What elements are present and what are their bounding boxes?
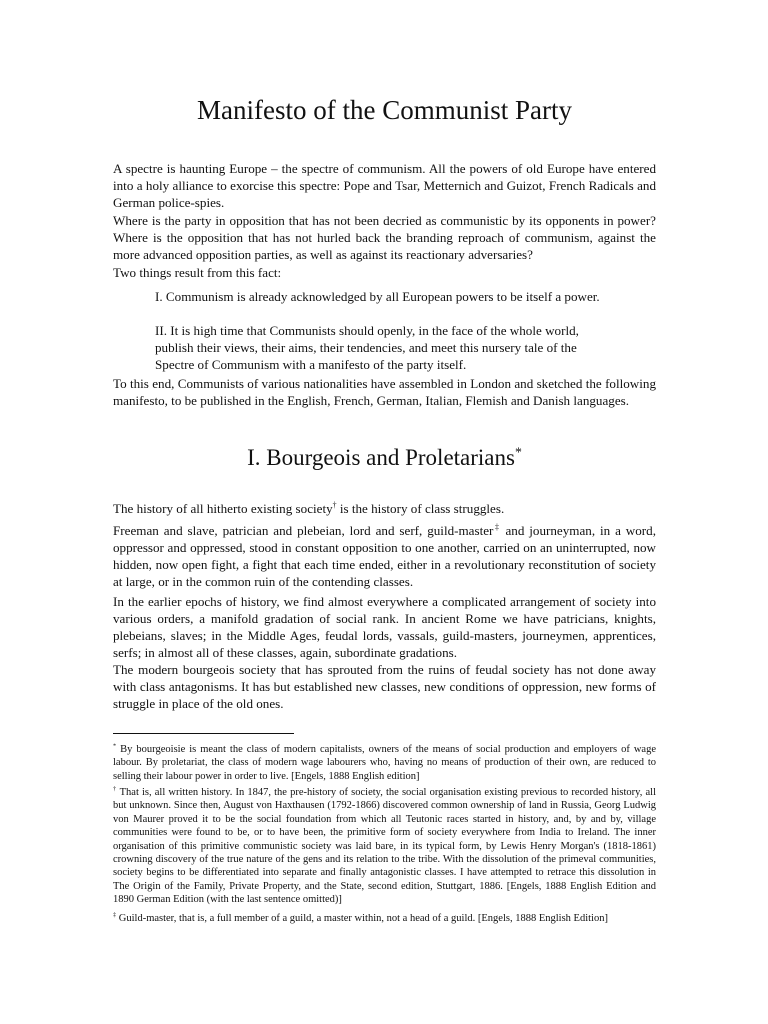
footnote-marker: ‡ — [493, 522, 501, 532]
footnote-marker: † — [113, 785, 117, 793]
footnote — [113, 786, 656, 907]
section-heading-text: I. Bourgeois and Proletarians — [247, 445, 515, 470]
intro-paragraph: To this end, Communists of various nationalities have assembled in London and sketched the following manifesto, to be published in the English, French, German, Italian, Flemish and Danish languages. — [113, 376, 656, 408]
intro-paragraph: Where is the party in opposition that has not been decried as communistic by its opponents in power? Where is the opposition that has not hurled back the branding reproach of communism, against the more advanced opposition parties, as well as against its reactionary adversaries? — [113, 213, 656, 262]
paragraph-text: Freeman and slave, patrician and plebeian, lord and serf, guild-master — [113, 523, 494, 538]
intro-paragraph: A spectre is haunting Europe – the spectre of communism. All the powers of old Europe have entered into a holy alliance to exorcise this spectre: Pope and Tsar, Metternich and Guizot, French Radicals and German police-spies. — [113, 161, 656, 210]
list-item: I. Communism is already acknowledged by all European powers to be itself a power. — [155, 289, 600, 304]
paragraph-text: The history of all hitherto existing society — [113, 501, 333, 516]
section-paragraph: The modern bourgeois society that has sprouted from the ruins of feudal society has not done away with class antagonisms. It has but established new classes, new conditions of oppression, new forms of struggle in place of the old ones. — [113, 662, 656, 711]
footnote-text: By bourgeoisie is meant the class of modern capitalists, owners of the means of social production and employers of wage labour. By proletariat, the class of modern wage labourers who, having no means of production of their own, are reduced to selling their labour power in order to live. [Engels, 1888 English edition] — [113, 744, 656, 782]
footnote-text: That is, all written history. In 1847, the pre-history of society, the social organisation existing previous to recorded history, all but unknown. Since then, August von Haxthausen (1792-1866) discovered common ownership of land in Russia, Georg Ludwig von Maurer proved it to be the social foundation from which all Teutonic races started in history, and, by and by, village communities were found to be, or to have been, the primitive form of society everywhere from India to Ireland. The inner organisation of this primitive communistic society was laid bare, in its typical form, by Lewis Henry Morgan's (1818-1861) crowning discovery of the true nature of the gens and its relation to the tribe. With the dissolution of the primeval communities, society begins to be differentiated into separate and finally antagonistic classes. I have attempted to retrace this dissolution in The Origin of the Family, Private Property, and the State, second edition, Stuttgart, 1886. [Engels, 1888 English Edition and 1890 German Edition (with the last sentence omitted)] — [113, 787, 657, 906]
footnote-divider — [113, 733, 294, 734]
section-paragraph: In the earlier epochs of history, we find almost everywhere a complicated arrangement of society into various orders, a manifold gradation of social rank. In ancient Rome we have patricians, knights, plebeians, slaves; in the Middle Ages, feudal lords, vassals, guild-masters, journeymen, apprentices, serfs; in almost all of these classes, again, subordinate gradations. — [113, 594, 656, 660]
footnote-marker: * — [514, 444, 522, 460]
section-paragraph — [113, 500, 656, 517]
section-paragraph — [113, 522, 656, 590]
section-heading — [113, 442, 656, 474]
paragraph-text: and journeyman, in a word, oppressor and oppressed, stood in constant opposition to one another, carried on an uninterrupted, now hidden, now open fight, a fight that each time ended, either in a revolutionary reconstitution of society at large, or in the common ruin of the contending classes. — [113, 523, 656, 589]
footnote-marker: * — [113, 742, 117, 750]
footnote-marker: † — [332, 500, 337, 510]
document-title: Manifesto of the Communist Party — [197, 95, 572, 125]
list-item: II. It is high time that Communists should openly, in the face of the whole world, publish their views, their aims, their tendencies, and meet this nursery tale of the Spectre of Communism with a manifesto of the party itself. — [155, 323, 579, 372]
intro-paragraph: Two things result from this fact: — [113, 265, 282, 280]
paragraph-text: is the history of class struggles. — [336, 501, 505, 516]
footnote — [113, 743, 656, 783]
footnote — [113, 912, 656, 925]
footnote-text: Guild-master, that is, a full member of a guild, a master within, not a head of a guild. [Engels, 1888 English Edition] — [116, 913, 608, 924]
footnote-marker: ‡ — [113, 911, 117, 919]
